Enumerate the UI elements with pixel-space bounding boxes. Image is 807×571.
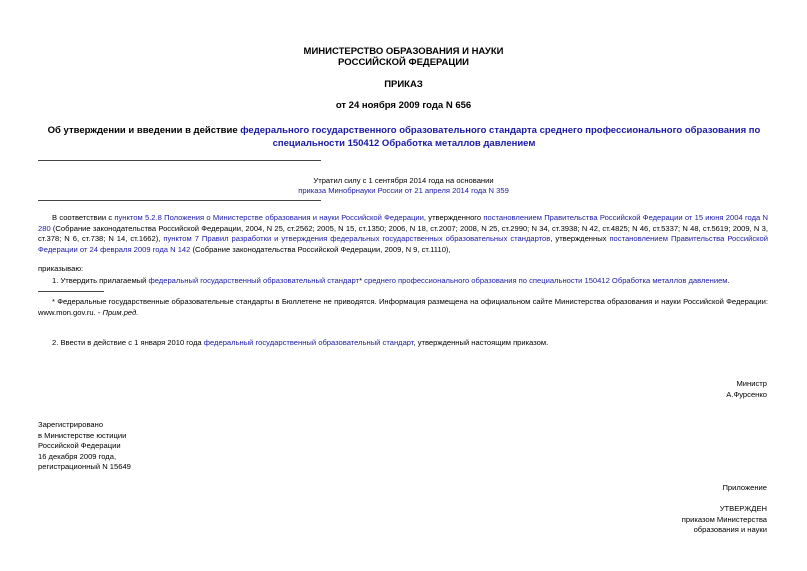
preamble-text: (Собрание законодательства Российской Федерации, 2009, N 9, ст.1110),: [190, 244, 451, 254]
footnote-text: * Федеральные государственные образовательные стандарты в Бюллетене не приводятся. Информация размещена на официальном сайте Министерства образования и науки Российской Федерации: www.mon.gov.ru. -: [38, 297, 768, 317]
order-word: приказываю:: [38, 264, 84, 273]
preamble-text: , утвержденного: [423, 213, 484, 222]
item1-text: *: [359, 276, 365, 285]
order-item-1: [38, 276, 768, 287]
status-line-1: Утратил силу с 1 сентября 2014 года на основании: [313, 176, 494, 185]
item2-text: 2. Ввести в действие с 1 января 2010 года: [52, 338, 204, 347]
appendix-approved: УТВЕРЖДЕН: [719, 504, 767, 513]
order-item-2: [38, 338, 768, 349]
appendix-line-1: приказом Министерства: [681, 515, 767, 524]
signature-position: Министр: [736, 379, 767, 388]
item1-text: 1. Утвердить прилагаемый: [52, 276, 149, 285]
item1-link-specialty[interactable]: среднего профессионального образования по специальности 150412 Обработка металлов давлением: [364, 276, 728, 285]
item2-text: , утвержденный настоящим приказом.: [413, 338, 549, 347]
status-repeal-link[interactable]: приказа Минобрнауки России от 21 апреля 2014 года N 359: [298, 186, 509, 195]
preamble-text: (Собрание законодательства Российской Федерации, 2004, N 25, ст.2562; 2005, N 15, ст.1350; 2006, N 18, ст.2007; 2008, N 25, ст.2990; N 34, ст.3938; N 42, ст.4825; N 46, ст.5337; N 48, ст.5619; 2009, N 3, ст.378; N 6, ст.738; N 14, ст.1662),: [38, 223, 768, 243]
divider-top: [38, 160, 321, 161]
title-prefix: Об утверждении и введении в действие: [47, 125, 241, 136]
item1-link-standard[interactable]: федеральный государственный образовательный стандарт: [148, 276, 360, 285]
preamble-text: В соответствии с: [52, 213, 115, 222]
title-standard-link[interactable]: федерального государственного образовательного стандарта среднего профессионального образования по специальности 150412 Обработка металлов давлением: [240, 125, 761, 149]
footnote-editor-note: Прим.ред.: [102, 307, 139, 317]
divider-bottom: [38, 200, 321, 201]
document-type: ПРИКАЗ: [384, 79, 423, 90]
preamble-link-regulation[interactable]: пунктом 5.2.8 Положения о Министерстве образования и науки Российской Федерации: [114, 213, 424, 222]
registration-block: [38, 420, 131, 473]
appendix-label: Приложение: [722, 483, 767, 492]
document-title: [40, 124, 768, 150]
registration-line: Зарегистрировано: [38, 420, 104, 429]
registration-line: 16 декабря 2009 года,: [38, 451, 117, 461]
footnote-divider: [38, 291, 104, 292]
ministry-line-1: МИНИСТЕРСТВО ОБРАЗОВАНИЯ И НАУКИ: [303, 46, 504, 57]
item2-link-standard[interactable]: федеральный государственный образовательный стандарт: [203, 338, 414, 347]
signature-name: А.Фурсенко: [726, 390, 767, 399]
registration-line: Российской Федерации: [38, 441, 121, 450]
preamble-link-decree-142[interactable]: постановлением Правительства Российской Федерации от 24 февраля 2009 года N 142: [38, 234, 769, 254]
document-date: от 24 ноября 2009 года N 656: [335, 100, 472, 111]
registration-line: регистрационный N 15649: [38, 462, 131, 471]
preamble-link-rules[interactable]: пунктом 7 Правил разработки и утверждения федеральных государственных образовательных стандартов: [163, 234, 551, 243]
item1-text: .: [727, 276, 730, 285]
registration-line: в Министерстве юстиции: [38, 430, 127, 440]
preamble-text: , утвержденных: [550, 234, 610, 243]
appendix-line-2: образования и науки: [693, 525, 767, 534]
preamble-link-decree-280[interactable]: постановлением Правительства Российской Федерации от 15 июня 2004 года N 280: [38, 213, 769, 233]
preamble-paragraph: [38, 213, 768, 255]
ministry-line-2: РОССИЙСКОЙ ФЕДЕРАЦИИ: [337, 57, 469, 68]
footnote: [38, 297, 768, 318]
